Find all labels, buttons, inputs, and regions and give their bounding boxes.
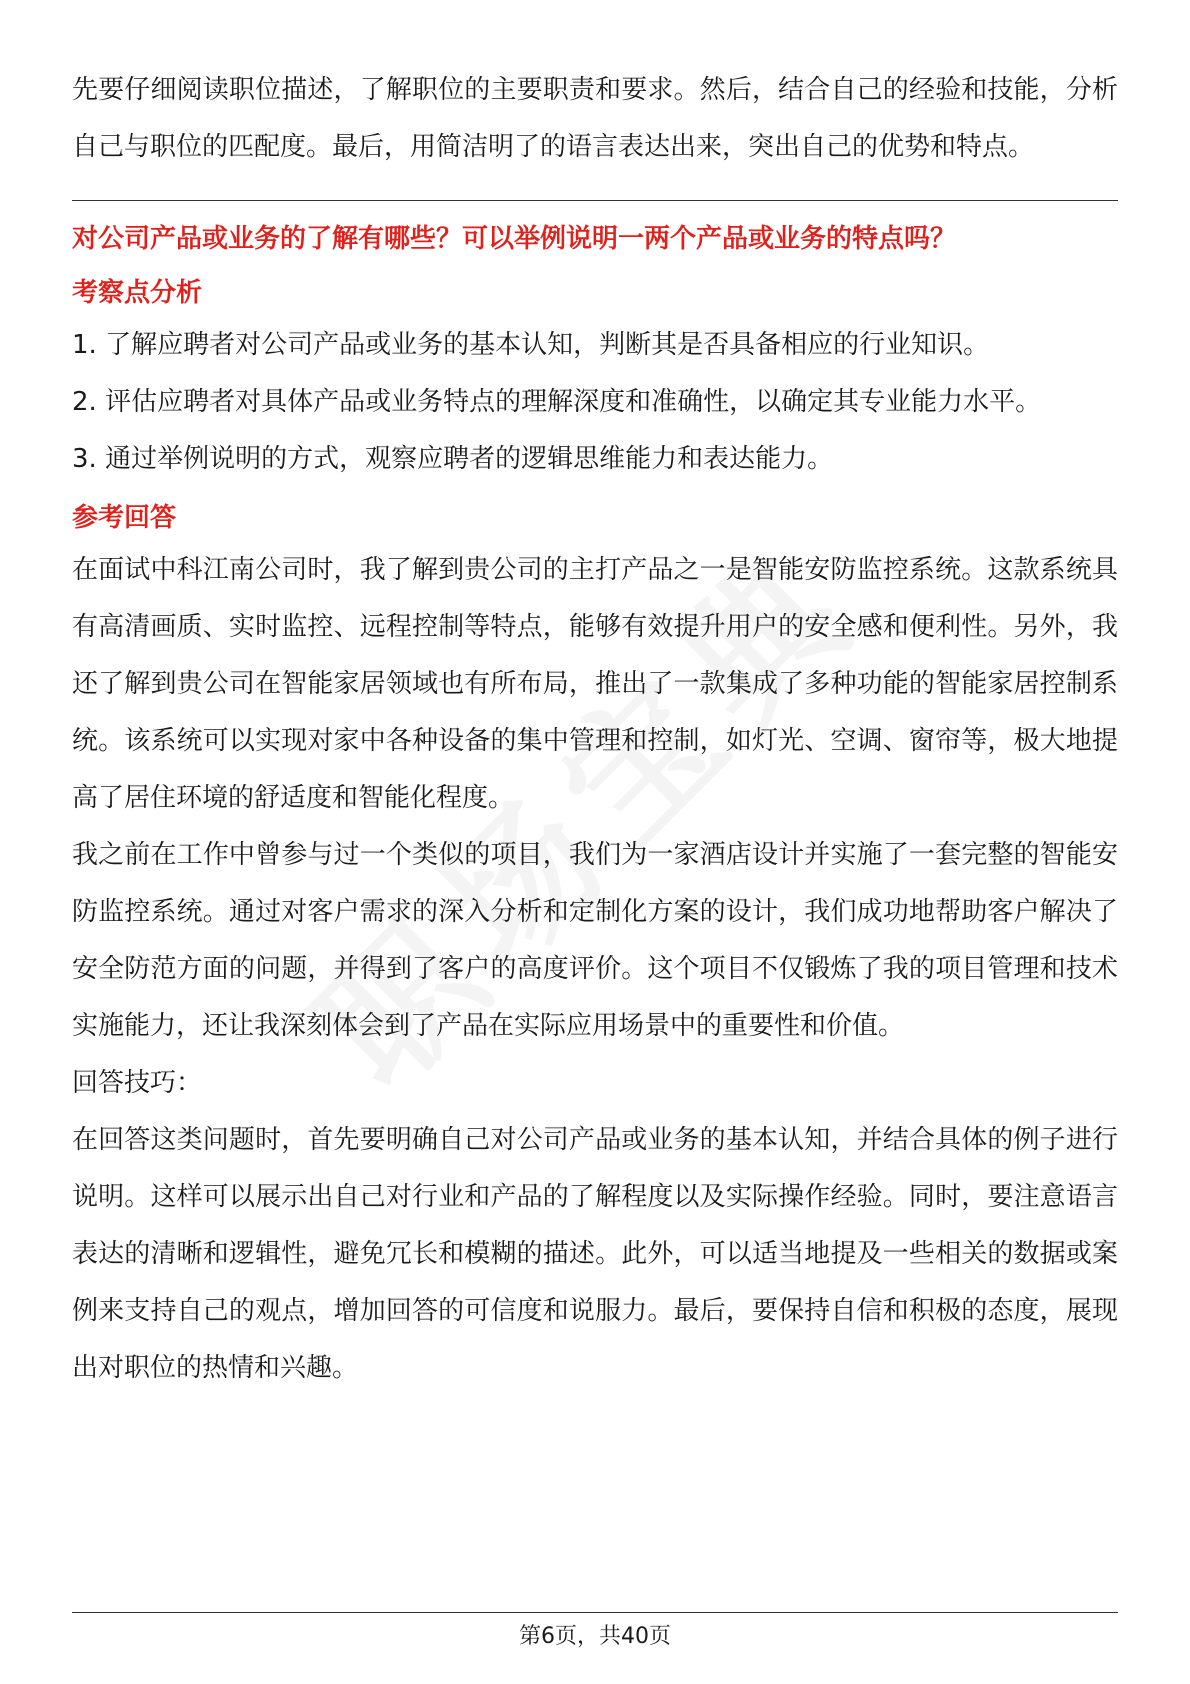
page-number: 第6页，共40页: [519, 1624, 671, 1649]
intro-paragraph: 先要仔细阅读职位描述，了解职位的主要职责和要求。然后，结合自己的经验和技能，分析自己与职位的匹配度。最后，用简洁明了的语言表达出来，突出自己的优势和特点。: [72, 75, 1118, 162]
analysis-item-1: 1. 了解应聘者对公司产品或业务的基本认知，判断其是否具备相应的行业知识。: [72, 330, 990, 360]
reference-paragraph-1: 在面试中科江南公司时，我了解到贵公司的主打产品之一是智能安防监控系统。这款系统具有高清画质、实时监控、远程控制等特点，能够有效提升用户的安全感和便利性。另外，我还了解到贵公司在智能家居领域也有所布局，推出了一款集成了多种功能的智能家居控制系统。该系统可以实现对家中各种设备的集中管理和控制，如灯光、空调、窗帘等，极大地提高了居住环境的舒适度和智能化程度。: [72, 555, 1118, 813]
reference-title: 参考回答: [72, 503, 177, 533]
question-heading: 对公司产品或业务的了解有哪些？可以举例说明一两个产品或业务的特点吗？: [72, 224, 957, 254]
answer-tips-label: 回答技巧：: [72, 1068, 203, 1098]
analysis-item-2: 2. 评估应聘者对具体产品或业务特点的理解深度和准确性，以确定其专业能力水平。: [72, 387, 1042, 417]
reference-paragraph-2: 我之前在工作中曾参与过一个类似的项目，我们为一家酒店设计并实施了一套完整的智能安防监控系统。通过对客户需求的深入分析和定制化方案的设计，我们成功地帮助客户解决了安全防范方面的问题，并得到了客户的高度评价。这个项目不仅锻炼了我的项目管理和技术实施能力，还让我深刻体会到了产品在实际应用场景中的重要性和价值。: [72, 840, 1118, 1041]
reference-paragraph-3: 在回答这类问题时，首先要明确自己对公司产品或业务的基本认知，并结合具体的例子进行说明。这样可以展示出自己对行业和产品的了解程度以及实际操作经验。同时，要注意语言表达的清晰和逻辑性，避免冗长和模糊的描述。此外，可以适当地提及一些相关的数据或案例来支持自己的观点，增加回答的可信度和说服力。最后，要保持自信和积极的态度，展现出对职位的热情和兴趣。: [72, 1125, 1118, 1383]
analysis-title: 考察点分析: [72, 278, 203, 308]
analysis-item-3: 3. 通过举例说明的方式，观察应聘者的逻辑思维能力和表达能力。: [72, 444, 834, 474]
page-content: [72, 62, 1118, 1397]
footer-divider: [72, 1612, 1118, 1613]
